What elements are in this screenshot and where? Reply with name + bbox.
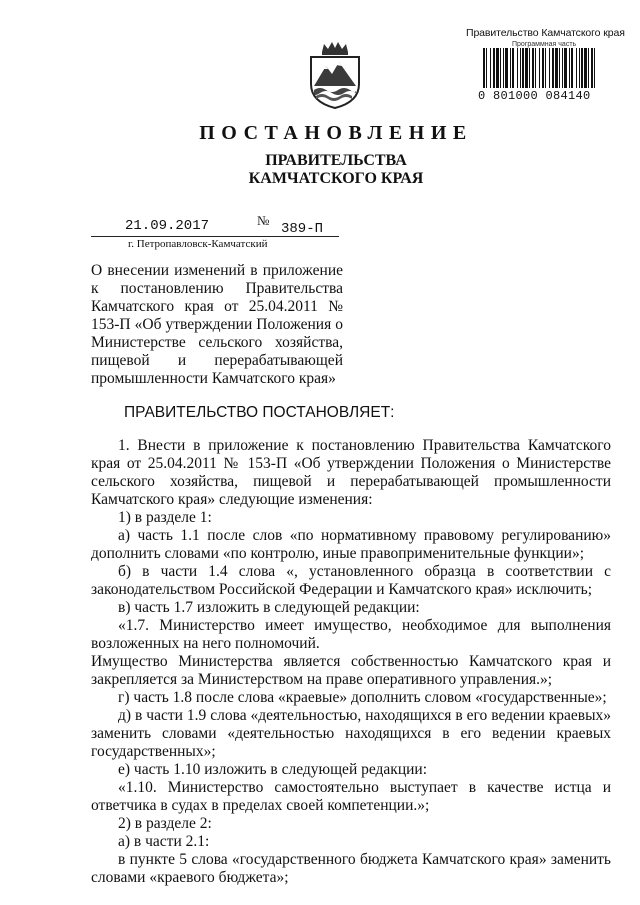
paragraph: Имущество Министерства является собственностью Камчатского края и закрепляется за Министерством на праве оперативного управления.»; <box>91 653 611 688</box>
barcode-bar <box>510 48 511 88</box>
barcode <box>483 48 596 88</box>
barcode-bar <box>549 48 550 88</box>
barcode-bar <box>576 48 577 88</box>
paragraph: б) в части 1.4 слова «, установленного образца в соответствии с законодательством Российской Федерации и Камчатского края» исключить; <box>91 563 611 598</box>
barcode-bar <box>569 48 570 88</box>
paragraph: а) в части 2.1: <box>118 833 210 850</box>
coat-of-arms-emblem <box>306 40 364 110</box>
barcode-bar <box>522 48 524 88</box>
barcode-bar <box>517 48 518 88</box>
subject-text: О внесении изменений в приложение к постановлению Правительства Камчатского края от 25.04.2011 № 153-П «Об утверждении Положения о Министерстве сельского хозяйства, пищевой и перерабатывающей промышленности Камчатского края» <box>91 262 343 387</box>
paragraph: е) часть 1.10 изложить в следующей редакции: <box>118 761 428 778</box>
issuer-line-1: ПРАВИТЕЛЬСТВА <box>265 152 407 169</box>
date-underline <box>91 236 339 237</box>
barcode-bar <box>588 48 589 88</box>
document-date: 21.09.2017 <box>125 218 210 234</box>
issuer-line-2: КАМЧАТСКОГО КРАЯ <box>248 170 424 187</box>
barcode-bar <box>486 48 487 88</box>
document-place: г. Петропавловск-Камчатский <box>128 238 268 250</box>
barcode-bar <box>545 48 546 88</box>
barcode-bar <box>503 48 504 88</box>
paragraph: «1.7. Министерство имеет имущество, необходимое для выполнения возложенных на него полномочий. <box>91 617 611 652</box>
barcode-bar <box>525 48 528 88</box>
barcode-bar <box>555 48 558 88</box>
barcode-bar <box>571 48 573 88</box>
barcode-bar <box>542 48 544 88</box>
paragraph: 1) в разделе 1: <box>118 509 212 526</box>
barcode-bar <box>496 48 499 88</box>
paragraph: а) часть 1.1 после слов «по нормативному правовому регулированию» дополнить словами «по контролю, иные правоприменительные функции»; <box>91 527 611 562</box>
paragraph: в) часть 1.7 изложить в следующей редакции: <box>118 599 420 616</box>
barcode-bar <box>562 48 563 88</box>
barcode-bar <box>591 48 593 88</box>
barcode-bar <box>535 48 536 88</box>
document-number: 389-П <box>281 221 324 237</box>
paragraph: 1. Внести в приложение к постановлению Правительства Камчатского края от 25.04.2011 № 153-П «Об утверждении Положения о Министерстве сельского хозяйства, пищевой и перерабатывающей промышленности Камчатского края» следующие изменения: <box>91 437 611 508</box>
paragraph: д) в части 1.9 слова «деятельностью, находящихся в его ведении краевых» заменить словами «деятельностью находящихся в его ведении краевых государственных»; <box>91 707 611 760</box>
barcode-number: 0 801000 084140 <box>478 89 591 103</box>
barcode-bar <box>552 48 554 88</box>
barcode-bar <box>564 48 567 88</box>
barcode-bar <box>539 48 540 88</box>
barcode-bar <box>493 48 495 88</box>
barcode-bar <box>559 48 560 88</box>
barcode-bar <box>520 48 521 88</box>
barcode-bar <box>529 48 530 88</box>
stamp-organization: Правительство Камчатского края <box>466 27 625 39</box>
paragraph: г) часть 1.8 после слова «краевые» дополнить словом «государственные»; <box>118 689 607 706</box>
barcode-bar <box>579 48 580 88</box>
document-body <box>91 437 611 887</box>
barcode-bar <box>490 48 491 88</box>
barcode-bar <box>584 48 587 88</box>
document-type: ПОСТАНОВЛЕНИЕ <box>199 122 473 144</box>
barcode-bar <box>581 48 583 88</box>
paragraph: в пункте 5 слова «государственного бюджета Камчатского края» заменить словами «краевого бюджета»; <box>91 851 611 886</box>
number-sign: № <box>257 213 270 228</box>
barcode-bar <box>505 48 508 88</box>
barcode-bar <box>512 48 514 88</box>
document-subject <box>91 262 343 388</box>
stamp-sublabel: Программная часть <box>512 41 577 48</box>
barcode-bar <box>500 48 501 88</box>
barcode-bar <box>532 48 534 88</box>
resolve-heading: ПРАВИТЕЛЬСТВО ПОСТАНОВЛЯЕТ: <box>124 404 395 421</box>
barcode-bar <box>594 48 595 88</box>
paragraph: «1.10. Министерство самостоятельно выступает в качестве истца и ответчика в судах в пределах своей компетенции.»; <box>91 779 611 814</box>
barcode-bar <box>483 48 485 88</box>
paragraph: 2) в разделе 2: <box>118 815 212 832</box>
